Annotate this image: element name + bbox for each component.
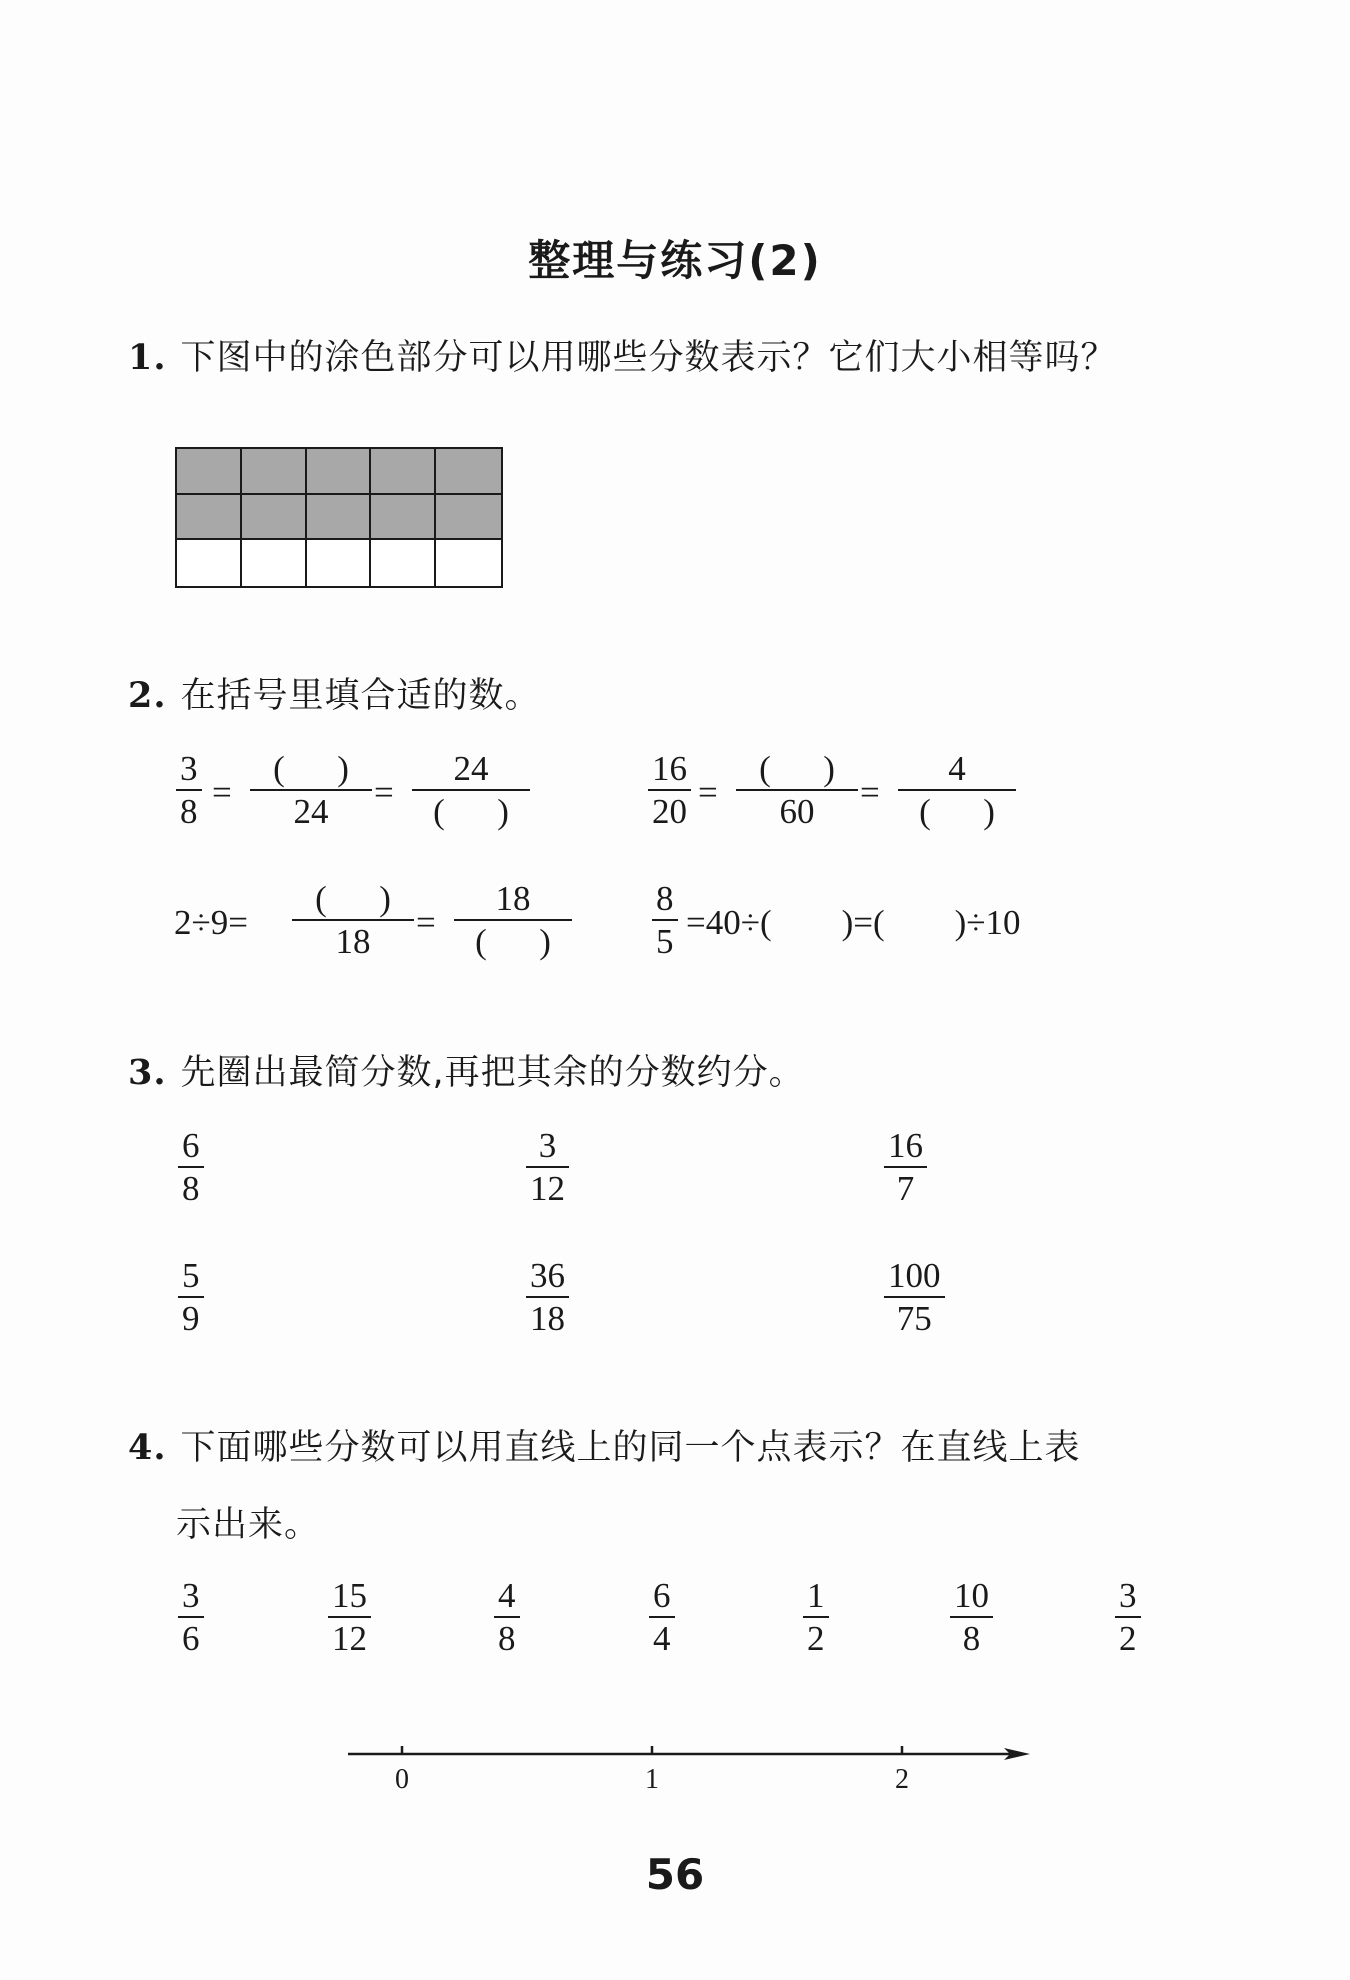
numerator: 1	[807, 1576, 825, 1615]
numerator: 18	[495, 879, 531, 918]
grid-cell-blank	[371, 540, 436, 586]
fraction-blank[interactable]	[736, 748, 858, 832]
question-number: 4.	[128, 1427, 167, 1468]
grid-cell-blank	[177, 540, 242, 586]
equals-sign: =	[212, 773, 232, 812]
fraction[interactable]	[178, 1125, 204, 1209]
page-number: 56	[645, 1850, 705, 1899]
denominator: 18	[530, 1299, 565, 1338]
denominator: 8	[962, 1619, 981, 1658]
denominator: 7	[896, 1169, 915, 1208]
tick-label: 2	[895, 1764, 909, 1795]
denominator: 4	[653, 1619, 671, 1658]
numerator: 36	[530, 1256, 565, 1295]
numerator: 3	[182, 1576, 200, 1615]
grid-cell-shaded	[177, 495, 242, 541]
denominator: 60	[779, 792, 815, 831]
numerator: 16	[888, 1126, 923, 1165]
number-line[interactable]	[340, 1730, 1040, 1800]
numerator: 100	[888, 1256, 941, 1295]
grid-cell-blank	[436, 540, 501, 586]
numerator-blank[interactable]: ( )	[759, 749, 835, 788]
numerator-blank[interactable]: ( )	[315, 879, 391, 918]
fraction[interactable]	[884, 1125, 927, 1209]
fraction	[652, 878, 678, 962]
grid-cell-blank	[242, 540, 307, 586]
denominator: 75	[896, 1299, 932, 1338]
denominator: 6	[182, 1619, 200, 1658]
grid-cell-shaded	[242, 495, 307, 541]
numerator: 8	[656, 879, 674, 918]
denominator: 20	[652, 792, 687, 831]
question-4	[128, 1420, 1081, 1470]
fraction[interactable]	[526, 1255, 569, 1339]
question-3	[128, 1045, 805, 1095]
numerator: 3	[538, 1126, 557, 1165]
grid-cell-shaded	[307, 495, 372, 541]
numerator: 3	[1119, 1576, 1137, 1615]
question-number: 2.	[128, 675, 167, 716]
fraction-blank[interactable]	[412, 748, 530, 832]
fraction	[649, 1575, 675, 1659]
division-chain-blank[interactable]: =40÷( )=( )÷10	[686, 903, 1021, 942]
fraction	[494, 1575, 520, 1659]
numerator: 10	[954, 1576, 989, 1615]
denominator: 24	[293, 792, 329, 831]
equals-sign: =	[698, 773, 718, 812]
tick-label: 0	[395, 1764, 409, 1795]
fraction[interactable]	[526, 1125, 569, 1209]
equals-sign: =	[374, 773, 394, 812]
fraction-blank[interactable]	[454, 878, 572, 962]
question-text: 在括号里填合适的数。	[180, 676, 541, 716]
fraction	[803, 1575, 829, 1659]
denominator: 5	[656, 922, 674, 961]
tick-label: 1	[645, 1764, 659, 1795]
fraction-blank[interactable]	[898, 748, 1016, 832]
grid-cell-shaded	[242, 449, 307, 495]
numerator: 5	[182, 1256, 200, 1295]
division-expression: 2÷9=	[174, 903, 248, 942]
denominator: 2	[1119, 1619, 1137, 1658]
denominator: 9	[182, 1299, 200, 1338]
fraction	[178, 1575, 204, 1659]
fraction	[950, 1575, 993, 1659]
equals-sign: =	[860, 773, 880, 812]
denominator: 2	[807, 1619, 825, 1658]
question-2	[128, 668, 541, 718]
grid-cell-shaded	[436, 495, 501, 541]
numerator: 6	[182, 1126, 200, 1165]
numerator: 24	[453, 749, 489, 788]
numerator-blank[interactable]: ( )	[273, 749, 349, 788]
question-number: 3.	[128, 1052, 167, 1093]
numerator: 3	[180, 749, 198, 788]
fraction-blank[interactable]	[250, 748, 372, 832]
grid-cell-shaded	[307, 449, 372, 495]
question-text: 下图中的涂色部分可以用哪些分数表示？它们大小相等吗？	[180, 338, 1117, 378]
fraction[interactable]	[178, 1255, 204, 1339]
numerator: 6	[653, 1576, 671, 1615]
grid-cell-shaded	[436, 449, 501, 495]
numerator: 15	[332, 1576, 367, 1615]
denominator: 12	[332, 1619, 367, 1658]
denominator-blank[interactable]: ( )	[475, 922, 551, 961]
denominator: 12	[530, 1169, 565, 1208]
question-text-continued: 示出来。	[176, 1505, 321, 1545]
fraction	[648, 748, 691, 832]
numerator: 4	[948, 749, 966, 788]
grid-cell-shaded	[371, 495, 436, 541]
page-title: 整理与练习(2)	[528, 236, 822, 285]
question-1	[128, 330, 1117, 380]
question-number: 1.	[128, 337, 167, 378]
denominator-blank[interactable]: ( )	[919, 792, 995, 831]
fraction-blank[interactable]	[292, 878, 414, 962]
denominator-blank[interactable]: ( )	[433, 792, 509, 831]
grid-cell-shaded	[371, 449, 436, 495]
denominator: 18	[335, 922, 371, 961]
denominator: 8	[180, 792, 198, 831]
shaded-grid	[175, 447, 503, 588]
fraction	[328, 1575, 371, 1659]
fraction	[1115, 1575, 1141, 1659]
fraction	[176, 748, 202, 832]
equals-sign: =	[416, 903, 436, 942]
fraction[interactable]	[884, 1255, 945, 1339]
denominator: 8	[182, 1169, 200, 1208]
denominator: 8	[498, 1619, 516, 1658]
grid-cell-blank	[307, 540, 372, 586]
numerator: 4	[498, 1576, 516, 1615]
question-text: 先圈出最简分数,再把其余的分数约分。	[180, 1053, 805, 1093]
question-text: 下面哪些分数可以用直线上的同一个点表示？在直线上表	[180, 1428, 1081, 1468]
numerator: 16	[652, 749, 687, 788]
grid-cell-shaded	[177, 449, 242, 495]
